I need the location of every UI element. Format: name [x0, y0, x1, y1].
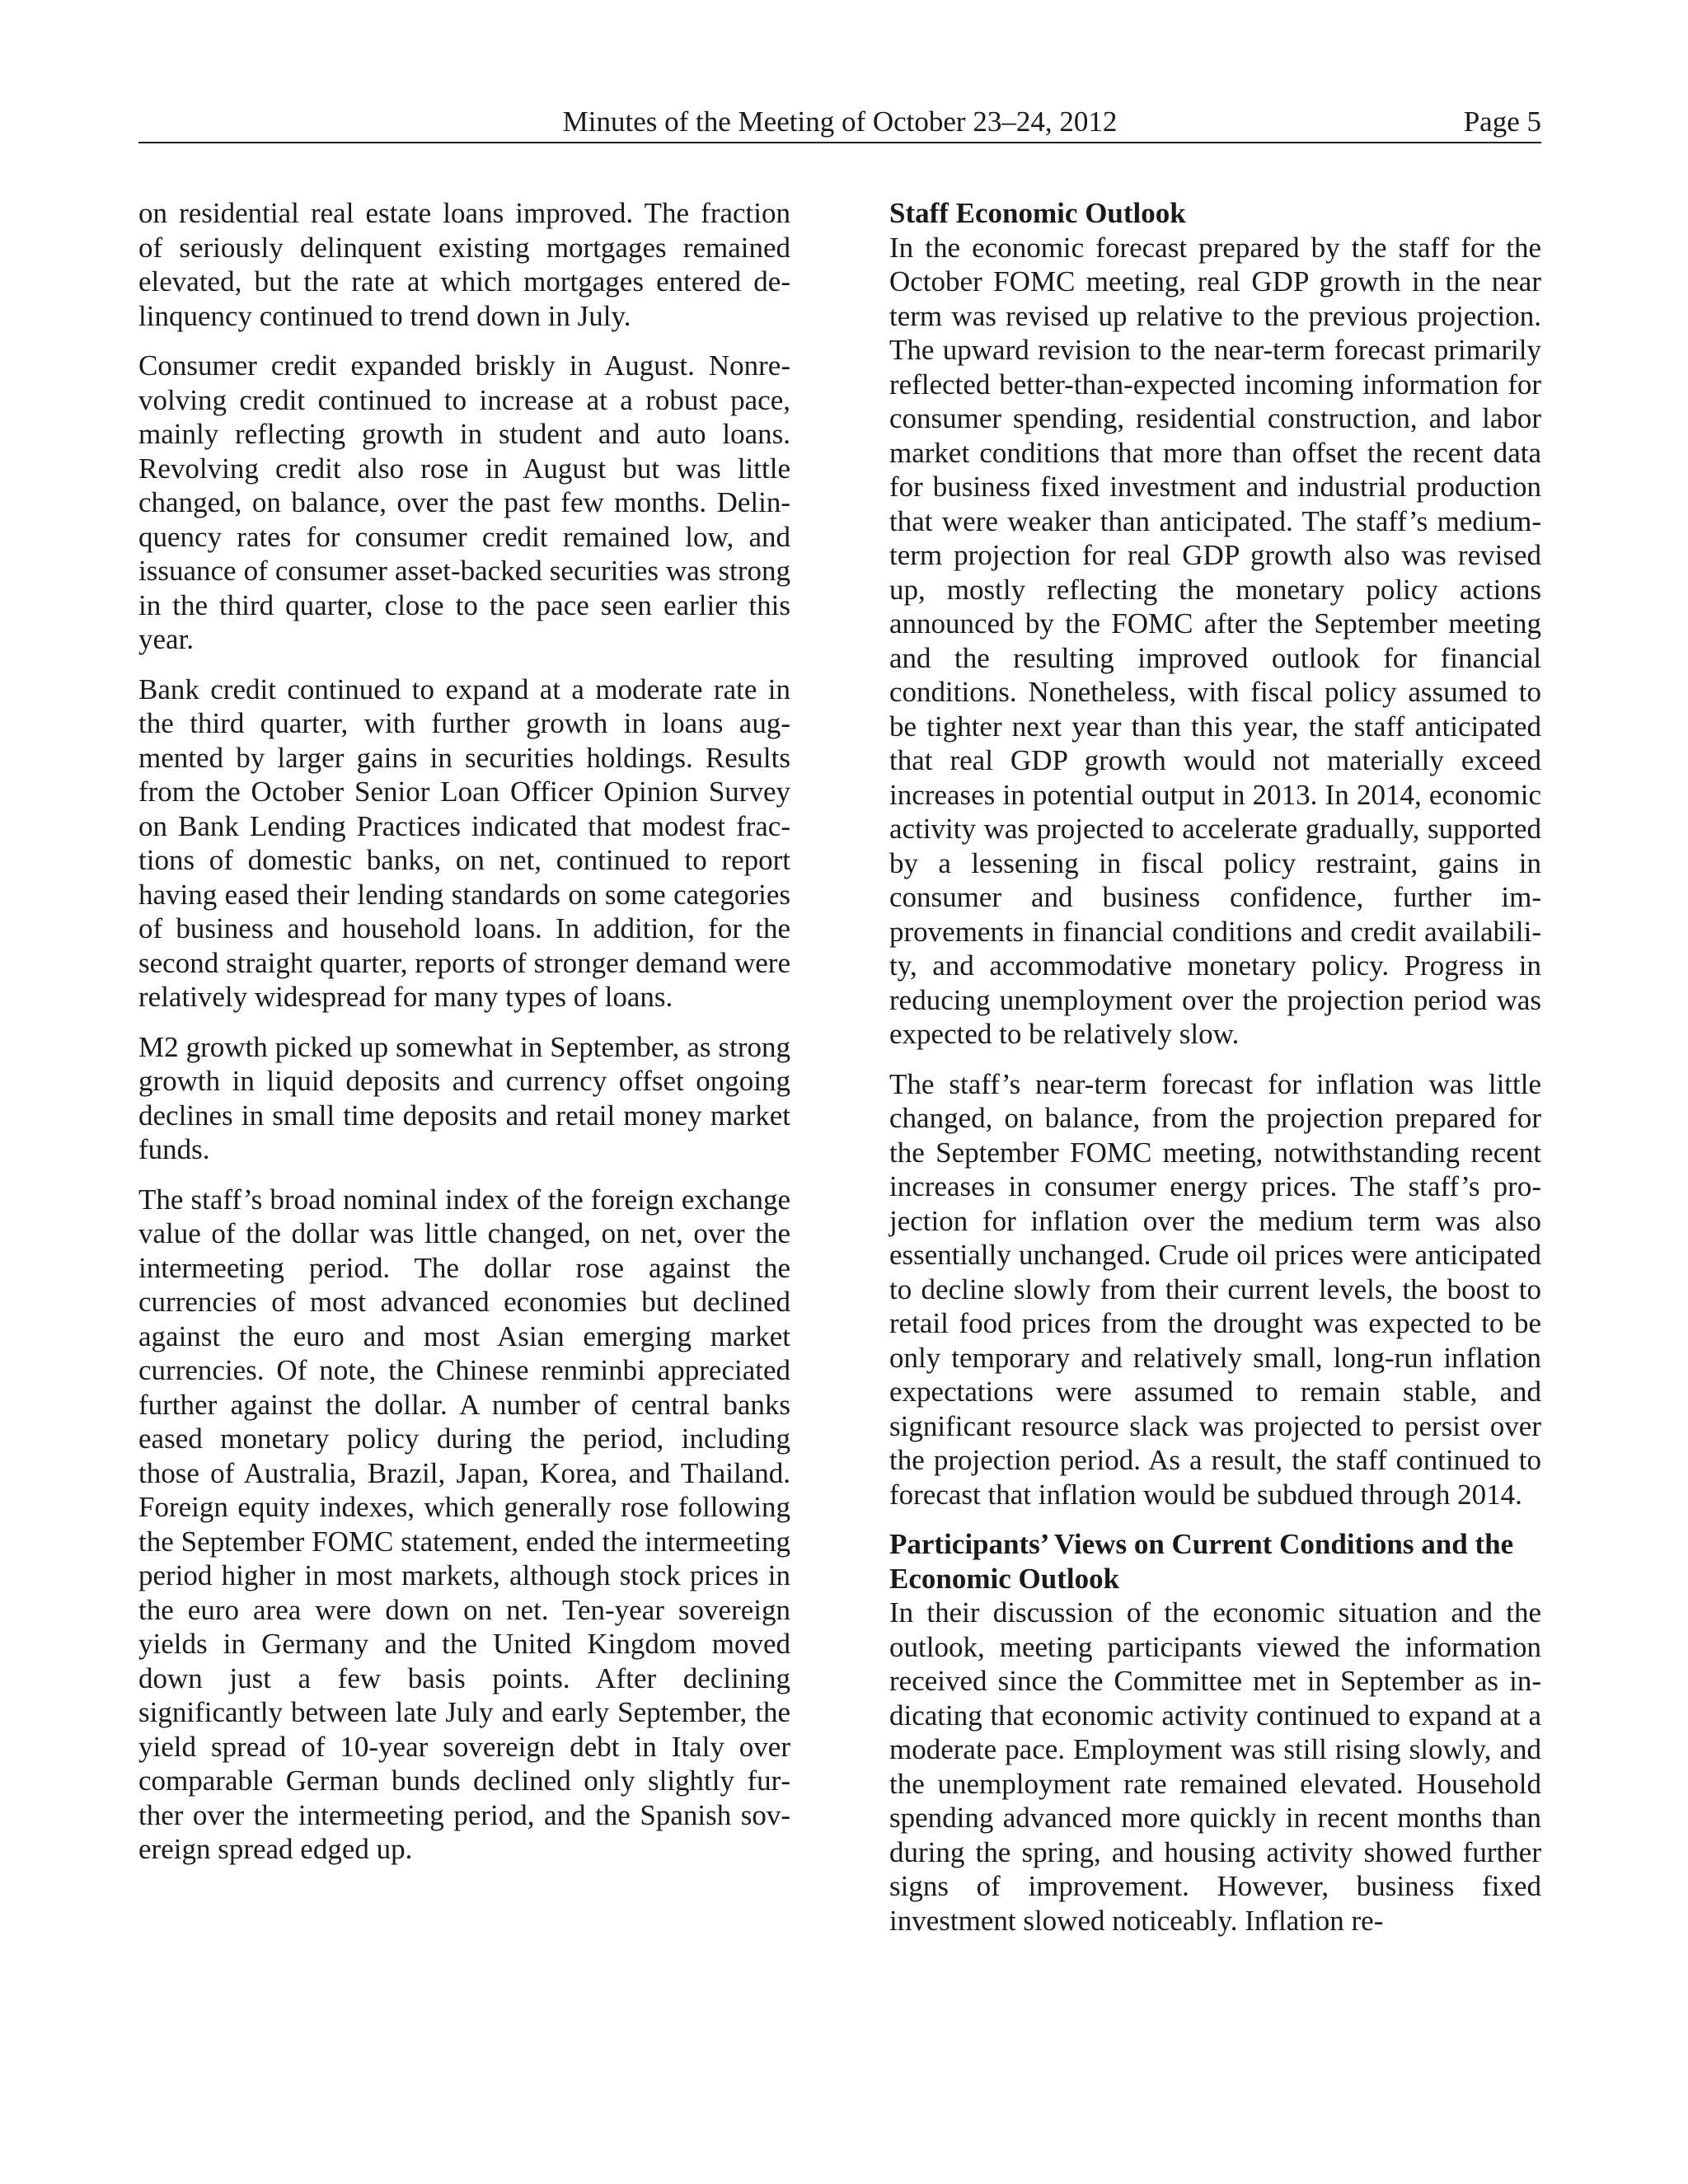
left-column [138, 196, 790, 1882]
page-number: Page 5 [1463, 105, 1541, 138]
section-heading-staff-outlook: Staff Economic Outlook [889, 197, 1186, 229]
paragraph-staff-gdp-forecast: In the economic forecast prepared by the staff for the October FOMC meeting, real GDP growth in the near term was revised up relative to the previous projection. The upward revision to the near-term forecast primarily reflected better-than-expected incoming information for consumer spending, residential construction, and labor market conditions that more than offset the recent data for business fixed investment and industrial production that were weaker than anticipated. The staff’s medium-term projection for real GDP growth also was revised up, mostly reflecting the monetary policy actions announced by the FOMC after the September meeting and the resulting improved outlook for financial conditions. Nonetheless, with fiscal policy assumed to be tighter next year than this year, the staff anticipated that real GDP growth would not materially exceed increases in potential output in 2013. In 2014, economic activity was projected to accelerate gradually, supported by a lessening in fiscal policy restraint, gains in consumer and business confidence, further improvements in financial conditions and credit availability, and accommodative monetary policy. Progress in reducing unemployment over the projection period was expected to be relatively slow. [889, 231, 1541, 1050]
paragraph-consumer-credit: Consumer credit expanded briskly in August. Nonrevolving credit continued to increase at a robust pace, mainly reflecting growth in student and auto loans. Revolving credit also rose in August but was little changed, on balance, over the past few months. Delinquency rates for consumer credit remained low, and issuance of consumer asset-backed securities was strong in the third quarter, close to the pace seen earlier this year. [138, 349, 790, 655]
running-header [138, 102, 1541, 143]
paragraph-foreign-exchange: The staff’s broad nominal index of the foreign exchange value of the dollar was little changed, on net, over the intermeeting period. The dollar rose against the currencies of most advanced economies but declined against the euro and most Asian emerging market currencies. Of note, the Chinese renminbi appreciated further against the dollar. A number of central banks eased monetary policy during the period, including those of Australia, Brazil, Japan, Korea, and Thailand. Foreign equity indexes, which generally rose following the September FOMC statement, ended the intermeeting period higher in most markets, although stock prices in the euro area were down on net. Ten-year sovereign yields in Germany and the United Kingdom moved down just a few basis points. After declining significantly between late July and early September, the yield spread of 10-year sovereign debt in Italy over comparable German bunds declined only slightly further over the intermeeting period, and the Spanish sovereign spread edged up. [138, 1183, 790, 1865]
paragraph-residential-loans: on residential real estate loans improved. The fraction of seriously delinquent existing mortgages remained elevated, but the rate at which mortgages entered delinquency continued to trend down in July. [138, 197, 790, 332]
header-title: Minutes of the Meeting of October 23–24, 2012 [562, 105, 1118, 138]
paragraph-participants-discussion: In their discussion of the economic situation and the outlook, meeting participants viewed the information received since the Committee met in September as indicating that economic activity continued to expand at a moderate pace. Employment was still rising slowly, and the unemployment rate remained elevated. Household spending advanced more quickly in recent months than during the spring, and housing activity showed further signs of improvement. However, business fixed investment slowed noticeably. Inflation re- [889, 1596, 1541, 1937]
paragraph-m2-growth: M2 growth picked up somewhat in September, as strong growth in liquid deposits and currency offset ongoing declines in small time deposits and retail money market funds. [138, 1030, 790, 1165]
paragraph-bank-credit: Bank credit continued to expand at a moderate rate in the third quarter, with further growth in loans augmented by larger gains in securities holdings. Results from the October Senior Loan Officer Opinion Survey on Bank Lending Practices indicated that modest fractions of domestic banks, on net, continued to report having eased their lending standards on some categories of business and household loans. In addition, for the second straight quarter, reports of stronger demand were relatively widespread for many types of loans. [138, 673, 790, 1013]
right-column [889, 196, 1541, 1953]
section-heading-participants-views: Participants’ Views on Current Conditions and the Economic Outlook [889, 1528, 1514, 1595]
paragraph-staff-inflation-forecast: The staff’s near-term forecast for inflation was little changed, on balance, from the projection prepared for the September FOMC meeting, notwithstanding recent increases in consumer energy prices. The staff’s projection for inflation over the medium term was also essentially unchanged. Crude oil prices were anticipated to decline slowly from their current levels, the boost to retail food prices from the drought was expected to be only temporary and relatively small, long-run inflation expectations were assumed to remain stable, and significant resource slack was projected to persist over the projection period. As a result, the staff continued to forecast that inflation would be subdued through 2014. [889, 1067, 1541, 1511]
